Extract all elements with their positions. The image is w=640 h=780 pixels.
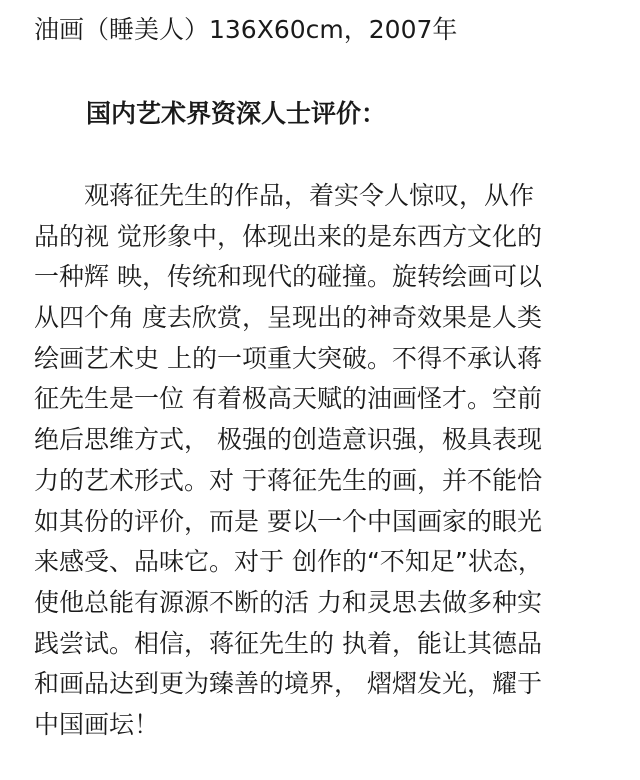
review-line: 绘画艺术史 上的一项重大突破。不得不承认蒋 [34, 343, 542, 373]
review-line: 观蒋征先生的作品，着实令人惊叹，从作 [84, 181, 535, 210]
review-paragraph [34, 176, 624, 746]
review-line: 中国画坛！ [34, 709, 160, 739]
artwork-caption: 油画（睡美人）136X60cm，2007年 [34, 15, 458, 44]
review-line: 使他总能有源源不断的活 力和灵思去做多种实 [34, 587, 542, 617]
review-line: 品的视 觉形象中，体现出来的是东西方文化的 [34, 221, 542, 251]
review-line: 征先生是一位 有着极高天赋的油画怪才。空前 [34, 384, 542, 414]
review-line: 力的艺术形式。对 于蒋征先生的画，并不能恰 [34, 465, 542, 495]
review-line: 践尝试。相信，蒋征先生的 执着，能让其德品 [34, 628, 542, 658]
review-line: 绝后思维方式， 极强的创造意识强，极具表现 [34, 425, 542, 455]
review-line: 如其份的评价，而是 要以一个中国画家的眼光 [34, 506, 542, 536]
review-line: 一种辉 映，传统和现代的碰撞。旋转绘画可以 [34, 262, 542, 292]
review-line: 从四个角 度去欣赏，呈现出的神奇效果是人类 [34, 303, 542, 333]
review-line: 来感受、品味它。对于 创作的“不知足”状态， [34, 547, 543, 577]
section-heading: 国内艺术界资深人士评价： [86, 99, 387, 128]
review-line: 和画品达到更为臻善的境界， 熠熠发光，耀于 [34, 669, 542, 699]
